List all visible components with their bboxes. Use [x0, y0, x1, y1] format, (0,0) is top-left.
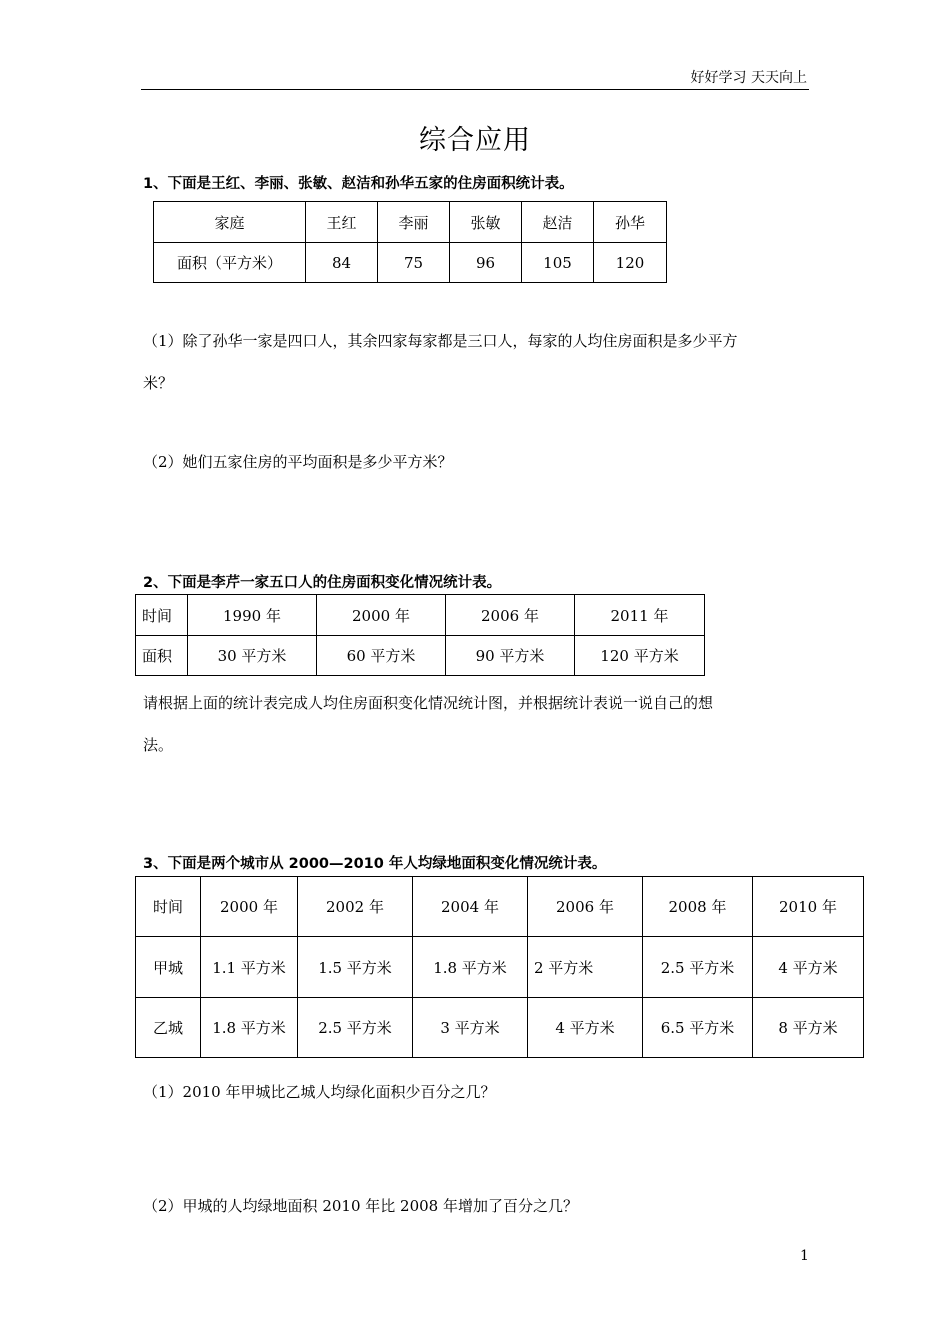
q3-data-cell: 1.8 平方米	[413, 937, 528, 998]
q1-header-cell: 家庭	[154, 202, 306, 243]
q3-data-cell: 乙城	[136, 998, 201, 1058]
q3-header-cell: 时间	[136, 877, 201, 937]
q3-data-cell: 2 平方米	[528, 937, 643, 998]
q1-header-cell: 张敏	[450, 202, 522, 243]
q1-sub1-line1: （1）除了孙华一家是四口人，其余四家每家都是三口人，每家的人均住房面积是多少平方	[143, 332, 738, 350]
q1-table	[153, 201, 667, 283]
q1-data-row	[154, 243, 667, 283]
q1-data-cell: 面积（平方米）	[154, 243, 306, 283]
q2-table	[135, 594, 705, 676]
q3-header-cell: 2002 年	[298, 877, 413, 937]
header-slogan: 好好学习 天天向上	[690, 70, 807, 86]
q1-data-cell: 75	[378, 243, 450, 283]
q3-row-yi	[136, 998, 864, 1058]
q2-data-cell: 面积	[136, 636, 188, 676]
q1-header-cell: 孙华	[594, 202, 667, 243]
q3-data-cell: 2.5 平方米	[298, 998, 413, 1058]
page-title: 综合应用	[419, 125, 531, 156]
q2-header-cell: 2000 年	[317, 595, 446, 636]
q1-header-row	[154, 202, 667, 243]
q2-data-cell: 30 平方米	[188, 636, 317, 676]
q3-sub2: （2）甲城的人均绿地面积 2010 年比 2008 年增加了百分之几？	[143, 1197, 578, 1215]
q3-header-cell: 2008 年	[643, 877, 753, 937]
q3-header-cell: 2004 年	[413, 877, 528, 937]
q1-sub1-line2: 米？	[143, 374, 174, 392]
q3-data-cell: 3 平方米	[413, 998, 528, 1058]
q1-title: 1、下面是王红、李丽、张敏、赵洁和孙华五家的住房面积统计表。	[143, 176, 574, 192]
q2-header-cell: 1990 年	[188, 595, 317, 636]
q3-header-row	[136, 877, 864, 937]
header-rule	[141, 89, 809, 90]
q1-sub2: （2）她们五家住房的平均面积是多少平方米？	[143, 453, 453, 471]
q2-header-cell: 2006 年	[446, 595, 575, 636]
q2-instruction-line2: 法。	[143, 736, 174, 754]
q2-header-cell: 2011 年	[575, 595, 705, 636]
q3-table	[135, 876, 864, 1058]
q1-header-cell: 李丽	[378, 202, 450, 243]
q1-header-cell: 赵洁	[522, 202, 594, 243]
q3-data-cell: 1.8 平方米	[201, 998, 298, 1058]
q1-header-cell: 王红	[306, 202, 378, 243]
q1-data-cell: 120	[594, 243, 667, 283]
q2-data-cell: 60 平方米	[317, 636, 446, 676]
q2-header-row	[136, 595, 705, 636]
q3-data-cell: 甲城	[136, 937, 201, 998]
q1-data-cell: 84	[306, 243, 378, 283]
q3-data-cell: 6.5 平方米	[643, 998, 753, 1058]
q3-data-cell: 1.5 平方米	[298, 937, 413, 998]
q3-row-jia	[136, 937, 864, 998]
q3-data-cell: 4 平方米	[753, 937, 864, 998]
q3-header-cell: 2010 年	[753, 877, 864, 937]
q3-title: 3、下面是两个城市从 2000—2010 年人均绿地面积变化情况统计表。	[143, 856, 607, 872]
q2-title: 2、下面是李芹一家五口人的住房面积变化情况统计表。	[143, 575, 502, 591]
q1-data-cell: 96	[450, 243, 522, 283]
q2-instruction-line1: 请根据上面的统计表完成人均住房面积变化情况统计图，并根据统计表说一说自己的想	[143, 694, 714, 712]
q3-header-cell: 2006 年	[528, 877, 643, 937]
q2-data-cell: 120 平方米	[575, 636, 705, 676]
q2-data-cell: 90 平方米	[446, 636, 575, 676]
page-number: 1	[800, 1248, 809, 1264]
q3-data-cell: 2.5 平方米	[643, 937, 753, 998]
q3-data-cell: 4 平方米	[528, 998, 643, 1058]
q3-data-cell: 1.1 平方米	[201, 937, 298, 998]
q3-sub1: （1）2010 年甲城比乙城人均绿化面积少百分之几？	[143, 1083, 496, 1101]
q2-header-cell: 时间	[136, 595, 188, 636]
q3-header-cell: 2000 年	[201, 877, 298, 937]
q1-data-cell: 105	[522, 243, 594, 283]
q3-data-cell: 8 平方米	[753, 998, 864, 1058]
q2-data-row	[136, 636, 705, 676]
